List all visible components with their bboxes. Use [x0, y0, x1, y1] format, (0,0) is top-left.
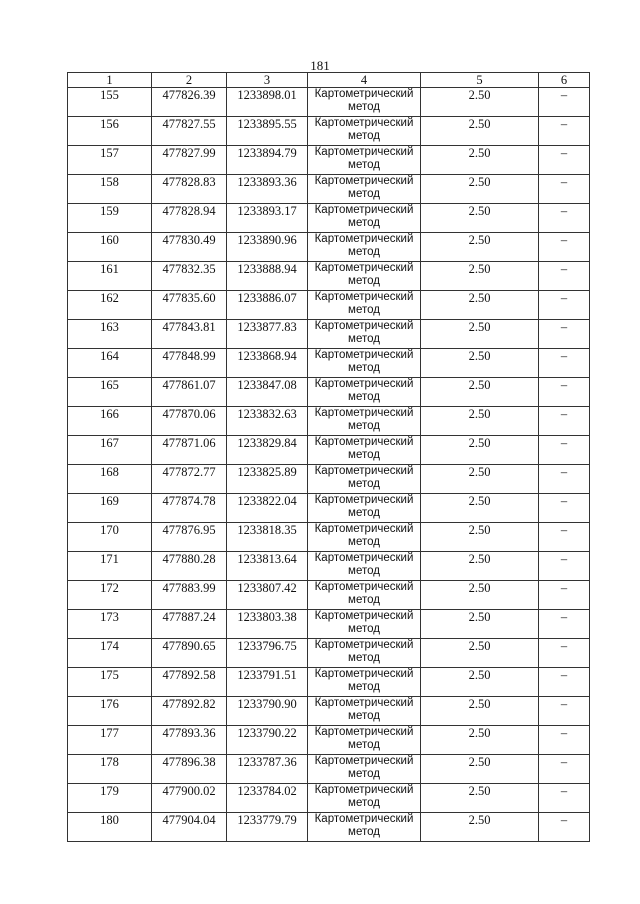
coordinate-y-cell: 1233791.51	[227, 668, 308, 697]
method-cell	[308, 697, 421, 726]
coordinate-y-cell: 1233787.36	[227, 755, 308, 784]
note-cell: –	[539, 494, 590, 523]
table-row	[68, 552, 590, 581]
method-line-1: Картометрический	[314, 726, 414, 738]
table-row	[68, 755, 590, 784]
method-cell	[308, 668, 421, 697]
accuracy-cell: 2.50	[421, 755, 539, 784]
method-line-1: Картометрический	[314, 552, 414, 564]
method-cell	[308, 755, 421, 784]
method-cell	[308, 813, 421, 842]
point-number-cell: 167	[68, 436, 152, 465]
method-cell	[308, 523, 421, 552]
note-cell: –	[539, 697, 590, 726]
accuracy-cell: 2.50	[421, 581, 539, 610]
method-line-2: метод	[348, 333, 380, 345]
method-line-1: Картометрический	[314, 436, 414, 448]
coordinate-x-cell: 477830.49	[152, 233, 227, 262]
accuracy-cell: 2.50	[421, 668, 539, 697]
table-row	[68, 88, 590, 117]
note-cell: –	[539, 175, 590, 204]
table-row	[68, 146, 590, 175]
point-number-cell: 177	[68, 726, 152, 755]
coordinate-y-cell: 1233868.94	[227, 349, 308, 378]
method-cell	[308, 784, 421, 813]
table-row	[68, 175, 590, 204]
method-line-2: метод	[348, 101, 380, 113]
coordinate-y-cell: 1233893.17	[227, 204, 308, 233]
note-cell: –	[539, 610, 590, 639]
method-line-2: метод	[348, 565, 380, 577]
table-row	[68, 726, 590, 755]
note-cell: –	[539, 813, 590, 842]
table-row	[68, 494, 590, 523]
coordinate-y-cell: 1233822.04	[227, 494, 308, 523]
accuracy-cell: 2.50	[421, 639, 539, 668]
coordinate-y-cell: 1233790.90	[227, 697, 308, 726]
coordinate-x-cell: 477892.82	[152, 697, 227, 726]
point-number-cell: 171	[68, 552, 152, 581]
point-number-cell: 179	[68, 784, 152, 813]
coordinate-y-cell: 1233829.84	[227, 436, 308, 465]
note-cell: –	[539, 639, 590, 668]
coordinate-x-cell: 477827.55	[152, 117, 227, 146]
accuracy-cell: 2.50	[421, 320, 539, 349]
point-number-cell: 178	[68, 755, 152, 784]
coordinate-x-cell: 477872.77	[152, 465, 227, 494]
method-cell	[308, 175, 421, 204]
method-line-1: Картометрический	[314, 813, 414, 825]
method-cell	[308, 610, 421, 639]
table-header	[68, 73, 590, 88]
point-number-cell: 159	[68, 204, 152, 233]
point-number-cell: 176	[68, 697, 152, 726]
point-number-cell: 162	[68, 291, 152, 320]
point-number-cell: 155	[68, 88, 152, 117]
coordinate-x-cell: 477896.38	[152, 755, 227, 784]
coordinate-x-cell: 477826.39	[152, 88, 227, 117]
method-line-1: Картометрический	[314, 378, 414, 390]
note-cell: –	[539, 378, 590, 407]
header-row	[68, 73, 590, 88]
method-line-1: Картометрический	[314, 784, 414, 796]
method-line-1: Картометрический	[314, 117, 414, 129]
method-cell	[308, 465, 421, 494]
method-line-1: Картометрический	[314, 204, 414, 216]
method-cell	[308, 378, 421, 407]
coordinate-y-cell: 1233894.79	[227, 146, 308, 175]
point-number-cell: 170	[68, 523, 152, 552]
table-row	[68, 378, 590, 407]
note-cell: –	[539, 668, 590, 697]
accuracy-cell: 2.50	[421, 233, 539, 262]
coordinate-x-cell: 477828.94	[152, 204, 227, 233]
method-line-2: метод	[348, 623, 380, 635]
note-cell: –	[539, 407, 590, 436]
method-line-1: Картометрический	[314, 407, 414, 419]
note-cell: –	[539, 755, 590, 784]
method-line-2: метод	[348, 275, 380, 287]
accuracy-cell: 2.50	[421, 291, 539, 320]
coordinate-x-cell: 477887.24	[152, 610, 227, 639]
method-cell	[308, 204, 421, 233]
accuracy-cell: 2.50	[421, 784, 539, 813]
point-number-cell: 160	[68, 233, 152, 262]
method-line-1: Картометрический	[314, 233, 414, 245]
note-cell: –	[539, 88, 590, 117]
table-row	[68, 581, 590, 610]
accuracy-cell: 2.50	[421, 349, 539, 378]
method-line-2: метод	[348, 159, 380, 171]
method-cell	[308, 291, 421, 320]
note-cell: –	[539, 726, 590, 755]
note-cell: –	[539, 204, 590, 233]
method-line-2: метод	[348, 710, 380, 722]
coordinates-table	[67, 72, 590, 842]
method-line-2: метод	[348, 797, 380, 809]
coordinate-y-cell: 1233813.64	[227, 552, 308, 581]
point-number-cell: 158	[68, 175, 152, 204]
coordinate-y-cell: 1233895.55	[227, 117, 308, 146]
note-cell: –	[539, 233, 590, 262]
accuracy-cell: 2.50	[421, 552, 539, 581]
coordinate-x-cell: 477835.60	[152, 291, 227, 320]
accuracy-cell: 2.50	[421, 465, 539, 494]
note-cell: –	[539, 291, 590, 320]
method-line-2: метод	[348, 652, 380, 664]
coordinate-x-cell: 477893.36	[152, 726, 227, 755]
method-line-1: Картометрический	[314, 639, 414, 651]
method-line-1: Картометрический	[314, 523, 414, 535]
coordinate-x-cell: 477892.58	[152, 668, 227, 697]
accuracy-cell: 2.50	[421, 88, 539, 117]
method-cell	[308, 262, 421, 291]
coordinate-y-cell: 1233796.75	[227, 639, 308, 668]
point-number-cell: 175	[68, 668, 152, 697]
method-cell	[308, 88, 421, 117]
table-row	[68, 813, 590, 842]
note-cell: –	[539, 465, 590, 494]
table-row	[68, 639, 590, 668]
coordinate-y-cell: 1233803.38	[227, 610, 308, 639]
table-row	[68, 436, 590, 465]
coordinate-y-cell: 1233832.63	[227, 407, 308, 436]
method-cell	[308, 117, 421, 146]
note-cell: –	[539, 523, 590, 552]
accuracy-cell: 2.50	[421, 378, 539, 407]
coordinate-x-cell: 477883.99	[152, 581, 227, 610]
note-cell: –	[539, 262, 590, 291]
header-cell-6: 6	[539, 73, 590, 88]
accuracy-cell: 2.50	[421, 523, 539, 552]
method-line-2: метод	[348, 362, 380, 374]
method-line-2: метод	[348, 594, 380, 606]
method-line-2: метод	[348, 130, 380, 142]
coordinate-x-cell: 477876.95	[152, 523, 227, 552]
accuracy-cell: 2.50	[421, 262, 539, 291]
method-line-2: метод	[348, 188, 380, 200]
accuracy-cell: 2.50	[421, 436, 539, 465]
coordinate-x-cell: 477827.99	[152, 146, 227, 175]
method-line-2: метод	[348, 246, 380, 258]
point-number-cell: 163	[68, 320, 152, 349]
note-cell: –	[539, 320, 590, 349]
method-line-2: метод	[348, 478, 380, 490]
accuracy-cell: 2.50	[421, 117, 539, 146]
method-cell	[308, 494, 421, 523]
page-number: 181	[310, 58, 330, 73]
method-line-1: Картометрический	[314, 610, 414, 622]
accuracy-cell: 2.50	[421, 146, 539, 175]
method-line-1: Картометрический	[314, 668, 414, 680]
note-cell: –	[539, 146, 590, 175]
note-cell: –	[539, 117, 590, 146]
coordinate-y-cell: 1233893.36	[227, 175, 308, 204]
coordinate-y-cell: 1233790.22	[227, 726, 308, 755]
method-line-2: метод	[348, 768, 380, 780]
header-cell-3: 3	[227, 73, 308, 88]
method-line-2: метод	[348, 507, 380, 519]
note-cell: –	[539, 581, 590, 610]
point-number-cell: 166	[68, 407, 152, 436]
point-number-cell: 169	[68, 494, 152, 523]
coordinate-x-cell: 477874.78	[152, 494, 227, 523]
table-row	[68, 233, 590, 262]
table-body	[68, 88, 590, 842]
coordinate-x-cell: 477880.28	[152, 552, 227, 581]
note-cell: –	[539, 349, 590, 378]
table-row	[68, 610, 590, 639]
table-row	[68, 349, 590, 378]
method-line-2: метод	[348, 449, 380, 461]
coordinate-y-cell: 1233784.02	[227, 784, 308, 813]
coordinate-y-cell: 1233890.96	[227, 233, 308, 262]
point-number-cell: 174	[68, 639, 152, 668]
point-number-cell: 172	[68, 581, 152, 610]
coordinate-x-cell: 477843.81	[152, 320, 227, 349]
method-cell	[308, 146, 421, 175]
table-row	[68, 697, 590, 726]
table-row	[68, 291, 590, 320]
accuracy-cell: 2.50	[421, 726, 539, 755]
method-line-2: метод	[348, 826, 380, 838]
point-number-cell: 165	[68, 378, 152, 407]
coordinate-y-cell: 1233825.89	[227, 465, 308, 494]
table-row	[68, 407, 590, 436]
note-cell: –	[539, 784, 590, 813]
method-cell	[308, 436, 421, 465]
accuracy-cell: 2.50	[421, 204, 539, 233]
method-line-2: метод	[348, 536, 380, 548]
header-cell-4: 4	[308, 73, 421, 88]
method-cell	[308, 552, 421, 581]
coordinate-y-cell: 1233898.01	[227, 88, 308, 117]
accuracy-cell: 2.50	[421, 175, 539, 204]
method-line-1: Картометрический	[314, 262, 414, 274]
table-row	[68, 117, 590, 146]
table-row	[68, 204, 590, 233]
table-row	[68, 784, 590, 813]
method-line-2: метод	[348, 304, 380, 316]
point-number-cell: 164	[68, 349, 152, 378]
coordinate-y-cell: 1233847.08	[227, 378, 308, 407]
method-line-2: метод	[348, 681, 380, 693]
header-cell-2: 2	[152, 73, 227, 88]
table-row	[68, 262, 590, 291]
accuracy-cell: 2.50	[421, 610, 539, 639]
accuracy-cell: 2.50	[421, 494, 539, 523]
method-line-2: метод	[348, 391, 380, 403]
method-line-1: Картометрический	[314, 697, 414, 709]
table-row	[68, 523, 590, 552]
method-line-1: Картометрический	[314, 175, 414, 187]
coordinate-x-cell: 477832.35	[152, 262, 227, 291]
table-row	[68, 668, 590, 697]
method-cell	[308, 349, 421, 378]
point-number-cell: 161	[68, 262, 152, 291]
point-number-cell: 157	[68, 146, 152, 175]
method-line-2: метод	[348, 217, 380, 229]
method-line-1: Картометрический	[314, 88, 414, 100]
header-cell-5: 5	[421, 73, 539, 88]
method-line-1: Картометрический	[314, 465, 414, 477]
coordinate-y-cell: 1233779.79	[227, 813, 308, 842]
coordinate-y-cell: 1233888.94	[227, 262, 308, 291]
method-cell	[308, 320, 421, 349]
coordinate-x-cell: 477890.65	[152, 639, 227, 668]
table-row	[68, 320, 590, 349]
coordinate-y-cell: 1233818.35	[227, 523, 308, 552]
coordinate-x-cell: 477828.83	[152, 175, 227, 204]
coordinate-x-cell: 477871.06	[152, 436, 227, 465]
table-row	[68, 465, 590, 494]
method-line-1: Картометрический	[314, 581, 414, 593]
coordinate-y-cell: 1233886.07	[227, 291, 308, 320]
coordinate-y-cell: 1233807.42	[227, 581, 308, 610]
method-cell	[308, 639, 421, 668]
method-cell	[308, 233, 421, 262]
accuracy-cell: 2.50	[421, 407, 539, 436]
coordinate-x-cell: 477900.02	[152, 784, 227, 813]
header-cell-1: 1	[68, 73, 152, 88]
coordinate-x-cell: 477904.04	[152, 813, 227, 842]
method-line-1: Картометрический	[314, 349, 414, 361]
method-line-1: Картометрический	[314, 291, 414, 303]
method-cell	[308, 407, 421, 436]
coordinate-y-cell: 1233877.83	[227, 320, 308, 349]
note-cell: –	[539, 436, 590, 465]
accuracy-cell: 2.50	[421, 813, 539, 842]
method-line-1: Картометрический	[314, 755, 414, 767]
point-number-cell: 168	[68, 465, 152, 494]
point-number-cell: 180	[68, 813, 152, 842]
method-cell	[308, 581, 421, 610]
accuracy-cell: 2.50	[421, 697, 539, 726]
coordinate-x-cell: 477861.07	[152, 378, 227, 407]
point-number-cell: 173	[68, 610, 152, 639]
method-line-2: метод	[348, 739, 380, 751]
method-cell	[308, 726, 421, 755]
point-number-cell: 156	[68, 117, 152, 146]
note-cell: –	[539, 552, 590, 581]
method-line-1: Картометрический	[314, 320, 414, 332]
method-line-1: Картометрический	[314, 494, 414, 506]
coordinate-x-cell: 477848.99	[152, 349, 227, 378]
method-line-1: Картометрический	[314, 146, 414, 158]
method-line-2: метод	[348, 420, 380, 432]
coordinate-x-cell: 477870.06	[152, 407, 227, 436]
